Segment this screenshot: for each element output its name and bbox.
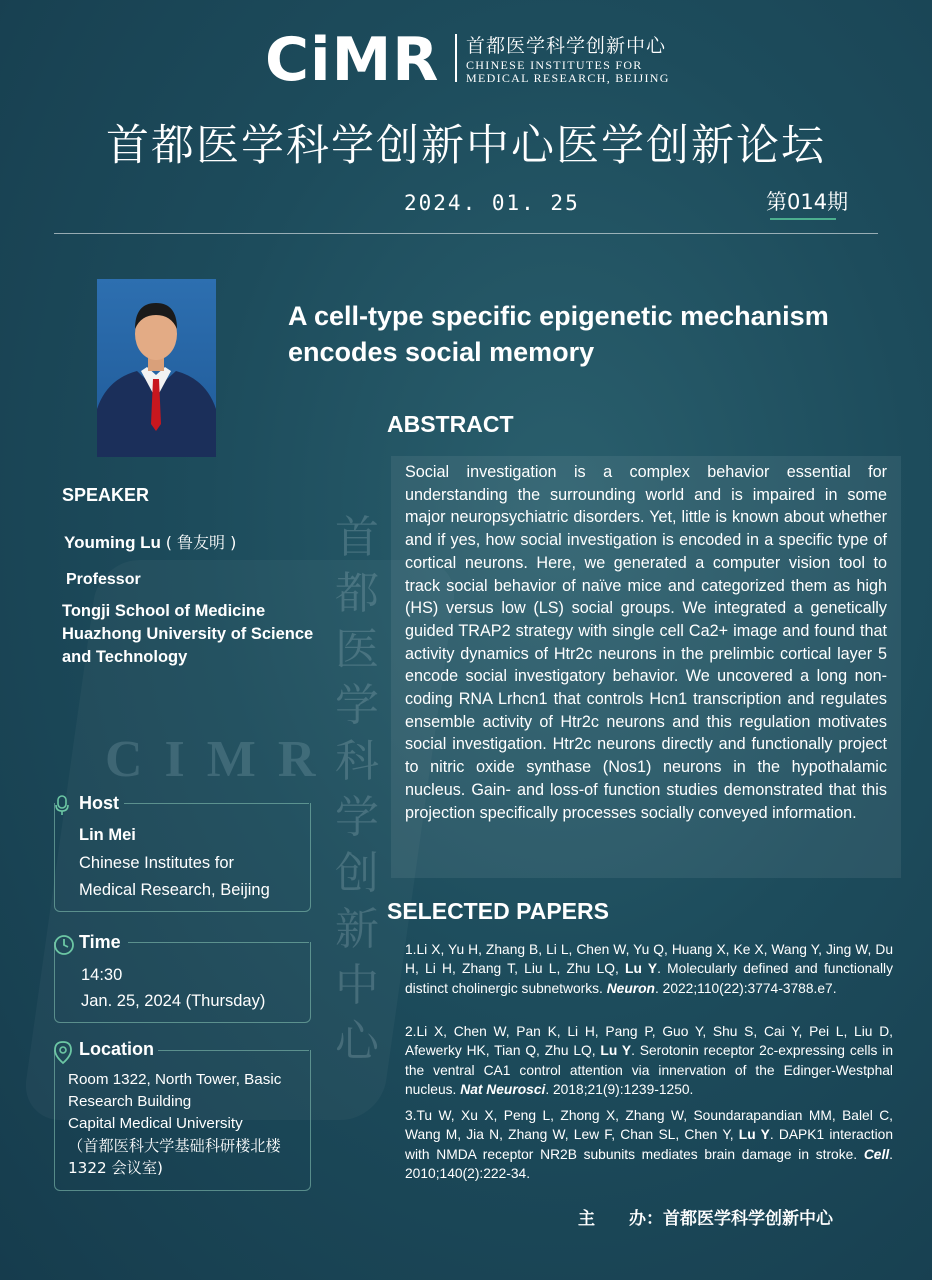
logo-chinese-name: 首都医学科学创新中心	[466, 35, 667, 57]
papers-heading: SELECTED PAPERS	[387, 898, 609, 924]
host-org-line2: Medical Research, Beijing	[79, 881, 270, 899]
host-name: Lin Mei	[79, 826, 136, 844]
abstract-text: Social investigation is a complex behavior essential for understanding the surrounding world and is impaired in some major neuropsychiatric disorders. Yet, little is known about whether and if yes, how social investigation is encoded in a specific type of cortical neurons. Here, we generated a computer vision tool to track social behavior of naïve mice and categorized them as high (HS) versus low (LS) social groups. We integrated a genetically guided TRAP2 strategy with single cell Ca2+ image and found that activity dynamics of Htr2c neurons in the prelimbic cortical layer 5 encode social investigatory behavior. We uncovered a long non-coding RNA Lrhcn1 that controls Hcn1 transcription and regulates ensemble activity of Htr2c neurons and this regulation motivates social investigation. Htr2c neurons directly and functionally project to nitric oxide synthase (Nos1) neurons in the hypothalamic nucleus. Gain- and loss-of function studies demonstrated that this projection specifically processes socially conveyed information.	[405, 463, 887, 822]
issue-number: 第014期	[766, 190, 849, 214]
speaker-name-cn: ( 鲁友明 )	[165, 533, 237, 552]
watermark-vertical-text: 首 都 医 学 科 学 创 新 中 心	[335, 512, 379, 1067]
logo-divider	[455, 34, 457, 82]
talk-title-line2: encodes social memory	[288, 337, 595, 367]
paper-item-1: 1.Li X, Yu H, Zhang B, Li L, Chen W, Yu Q, Huang X, Ke X, Wang Y, Jing W, Du H, Li H, Zhang T, Liu L, Zhu LQ, Lu Y. Molecularly defined and functionally distinct cholinergic subnetworks. Neuron. 2022;110(22):3774-3788.e7.	[405, 942, 893, 996]
location-heading: Location	[79, 1039, 154, 1059]
issue-underline	[770, 218, 836, 220]
time-date: Jan. 25, 2024 (Thursday)	[81, 992, 266, 1010]
talk-title	[288, 298, 908, 370]
speaker-photo	[97, 279, 216, 457]
logo-english-line2: MEDICAL RESEARCH, BEIJING	[466, 71, 670, 85]
organizer-name: 首都医学科学创新中心	[663, 1209, 833, 1229]
logo-english-line1: CHINESE INSTITUTES FOR	[466, 58, 643, 72]
cimr-logo: CiMR	[265, 25, 440, 95]
event-date: 2024. 01. 25	[404, 191, 580, 215]
time-heading: Time	[79, 932, 121, 952]
speaker-role: Professor	[66, 571, 141, 588]
organizer	[578, 1204, 833, 1229]
abstract-heading: ABSTRACT	[387, 411, 514, 437]
host-org-line1: Chinese Institutes for	[79, 854, 234, 872]
watermark-cimr: CIMR	[105, 731, 338, 788]
speaker-heading: SPEAKER	[62, 485, 150, 505]
paper-item-3: 3.Tu W, Xu X, Peng L, Zhong X, Zhang W, Soundarapandian MM, Balel C, Wang M, Jia N, Zhang W, Lew F, Chan SL, Chen Y, Lu Y. DAPK1 interaction with NMDA receptor NR2B subunits mediates brain damage in stroke. Cell. 2010;140(2):222-34.	[405, 1108, 893, 1181]
talk-title-line1: A cell-type specific epigenetic mechanism	[288, 301, 829, 331]
speaker-affiliation: Tongji School of Medicine Huazhong University of Science and Technology	[62, 602, 314, 666]
time-clock: 14:30	[81, 966, 123, 984]
organizer-label: 主 办：	[578, 1209, 663, 1229]
host-heading: Host	[79, 793, 119, 813]
speaker-name: Youming Lu ( 鲁友明 )	[64, 533, 237, 552]
header-divider	[54, 233, 878, 234]
forum-title: 首都医学科学创新中心医学创新论坛	[106, 121, 826, 171]
location-address: Room 1322, North Tower, Basic Research Building Capital Medical University （首都医科大学基础科研楼北楼 1322 会议室)	[68, 1071, 282, 1177]
paper-item-2: 2.Li X, Chen W, Pan K, Li H, Pang P, Guo Y, Shu S, Cai Y, Pei L, Liu D, Afewerky HK, Tian Q, Zhu LQ, Lu Y. Serotonin receptor 2c-expressing cells in the ventral CA1 control attention via innervation of the Edinger-Westphal nucleus. Nat Neurosci. 2018;21(9):1239-1250.	[405, 1024, 893, 1097]
